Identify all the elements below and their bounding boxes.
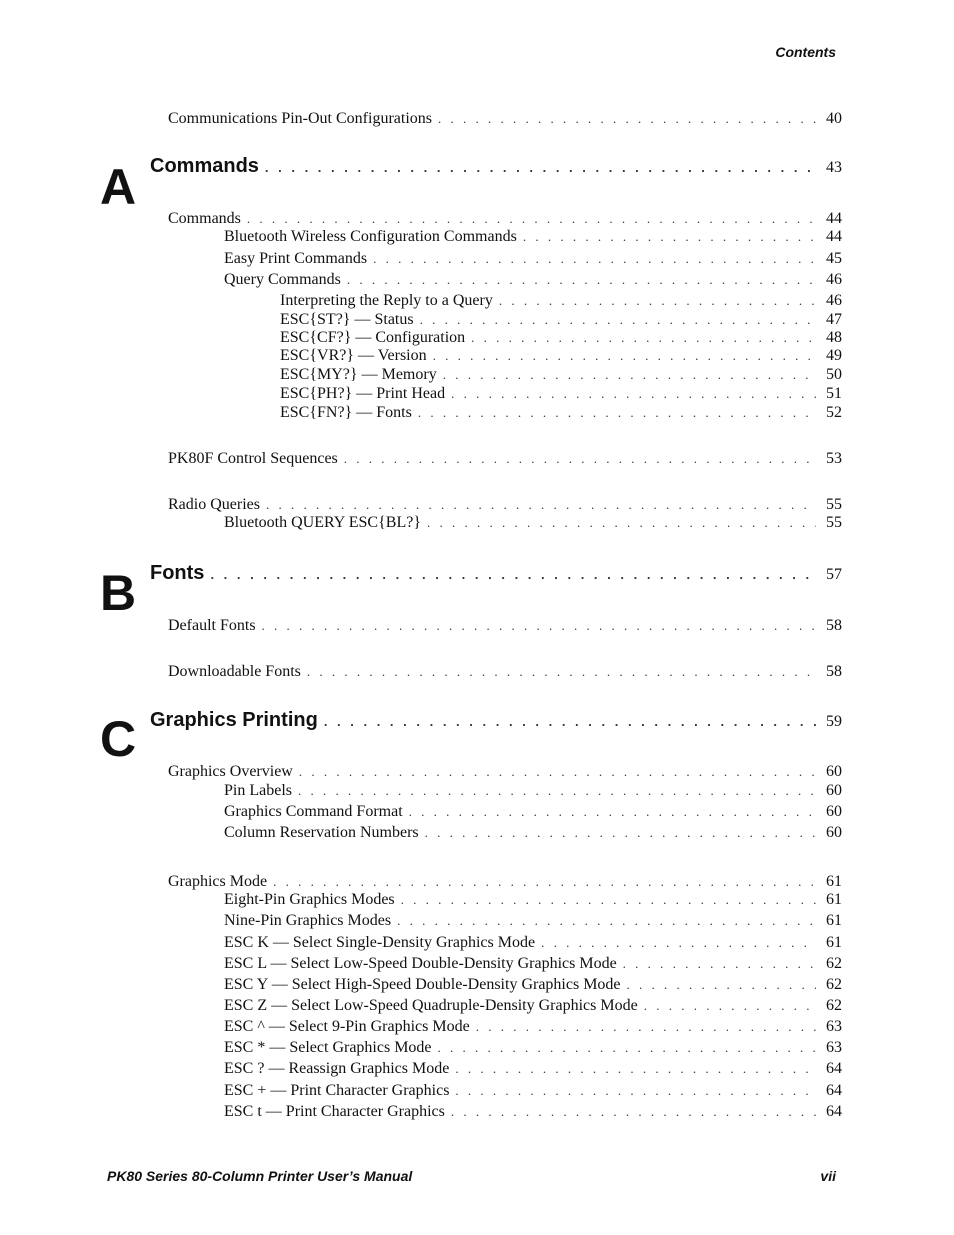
dot-leader [299, 764, 816, 780]
entry-page: 52 [826, 404, 842, 421]
dot-leader [373, 251, 816, 267]
dot-leader [644, 998, 816, 1014]
entry-title: Bluetooth Wireless Configuration Commands [224, 228, 517, 245]
chapter-page: 59 [826, 713, 842, 730]
entry-title: Radio Queries [168, 496, 260, 513]
dot-leader [476, 1019, 816, 1035]
toc-entry[interactable] [280, 366, 842, 386]
entry-title: ESC{VR?} — Version [280, 347, 427, 364]
entry-page: 46 [826, 292, 842, 309]
toc-entry[interactable] [224, 912, 842, 932]
entry-page: 51 [826, 385, 842, 402]
entry-title: Eight-Pin Graphics Modes [224, 891, 395, 908]
toc-entry[interactable] [224, 976, 842, 996]
dot-leader [455, 1083, 816, 1099]
entry-page: 58 [826, 663, 842, 680]
toc-entry[interactable] [168, 110, 842, 130]
entry-title: ESC{CF?} — Configuration [280, 329, 466, 346]
entry-page: 44 [826, 210, 842, 227]
toc-entry[interactable] [280, 311, 842, 331]
entry-title: Column Reservation Numbers [224, 824, 419, 841]
chapter-title: Fonts [150, 562, 205, 584]
running-header: Contents [775, 44, 836, 60]
dot-leader [307, 664, 816, 680]
toc-entry[interactable] [280, 385, 842, 405]
entry-title: Graphics Mode [168, 873, 268, 890]
chapter-letter: A [100, 159, 137, 215]
toc-entry[interactable] [224, 1060, 842, 1080]
toc-entry[interactable] [224, 1039, 842, 1059]
entry-page: 63 [826, 1018, 842, 1035]
entry-page: 46 [826, 271, 842, 288]
entry-page: 64 [826, 1060, 842, 1077]
entry-page: 64 [826, 1103, 842, 1120]
entry-title: Graphics Command Format [224, 803, 403, 820]
toc-entry[interactable] [224, 934, 842, 954]
toc-entry[interactable] [224, 228, 842, 248]
entry-title: ESC{FN?} — Fonts [280, 404, 412, 421]
footer-page-number: vii [820, 1168, 836, 1184]
toc-entry[interactable] [280, 329, 842, 349]
chapter-heading[interactable] [150, 562, 842, 588]
entry-title: ESC{ST?} — Status [280, 311, 414, 328]
toc-entry[interactable] [224, 824, 842, 844]
entry-title: ESC K — Select Single-Density Graphics Mode [224, 934, 536, 951]
dot-leader [409, 804, 816, 820]
footer-title: PK80 Series 80-Column Printer User’s Manual [107, 1168, 413, 1184]
dot-leader [298, 783, 816, 799]
entry-page: 40 [826, 110, 842, 127]
chapter-letter: C [100, 711, 137, 767]
toc-entry[interactable] [168, 210, 842, 230]
dot-leader [425, 825, 816, 841]
entry-title: ESC Z — Select Low-Speed Quadruple-Density Graphics Mode [224, 997, 638, 1014]
toc-entry[interactable] [224, 271, 842, 291]
dot-leader [541, 935, 816, 951]
dot-leader [210, 567, 816, 582]
entry-page: 60 [826, 803, 842, 820]
dot-leader [627, 977, 816, 993]
entry-page: 49 [826, 347, 842, 364]
entry-title: ESC t — Print Character Graphics [224, 1103, 445, 1120]
chapter-letter: B [100, 565, 137, 621]
dot-leader [418, 405, 816, 421]
dot-leader [397, 913, 816, 929]
toc-entry[interactable] [224, 514, 842, 534]
dot-leader [266, 497, 816, 513]
entry-title: Communications Pin-Out Configurations [168, 110, 432, 127]
entry-title: Easy Print Commands [224, 250, 368, 267]
toc-entry[interactable] [224, 1103, 842, 1123]
entry-title: Default Fonts [168, 617, 256, 634]
entry-page: 62 [826, 976, 842, 993]
entry-title: ESC ^ — Select 9-Pin Graphics Mode [224, 1018, 470, 1035]
dot-leader [347, 272, 816, 288]
entry-page: 55 [826, 496, 842, 513]
toc-entry[interactable] [168, 450, 842, 470]
entry-title: ESC * — Select Graphics Mode [224, 1039, 432, 1056]
entry-page: 61 [826, 873, 842, 890]
dot-leader [427, 515, 816, 531]
entry-title: Downloadable Fonts [168, 663, 301, 680]
entry-page: 55 [826, 514, 842, 531]
toc-entry[interactable] [224, 1018, 842, 1038]
dot-leader [433, 348, 816, 364]
toc-entry[interactable] [224, 782, 842, 802]
dot-leader [455, 1061, 816, 1077]
dot-leader [499, 293, 816, 309]
dot-leader [451, 386, 816, 402]
dot-leader [420, 312, 816, 328]
toc-entry[interactable] [224, 250, 842, 270]
toc-entry[interactable] [224, 803, 842, 823]
dot-leader [324, 714, 816, 729]
entry-page: 45 [826, 250, 842, 267]
dot-leader [273, 874, 816, 890]
entry-page: 61 [826, 934, 842, 951]
dot-leader [262, 618, 816, 634]
dot-leader [344, 451, 816, 467]
entry-page: 60 [826, 763, 842, 780]
entry-page: 53 [826, 450, 842, 467]
entry-title: Graphics Overview [168, 763, 293, 780]
dot-leader [451, 1104, 816, 1120]
chapter-heading[interactable] [150, 709, 842, 735]
dot-leader [471, 330, 816, 346]
chapter-title: Commands [150, 155, 259, 177]
entry-page: 58 [826, 617, 842, 634]
entry-title: Pin Labels [224, 782, 292, 799]
chapter-page: 57 [826, 566, 842, 583]
toc-entry[interactable] [168, 763, 842, 783]
entry-title: Commands [168, 210, 241, 227]
dot-leader [247, 211, 816, 227]
entry-page: 62 [826, 997, 842, 1014]
chapter-title: Graphics Printing [150, 709, 318, 731]
toc-entry[interactable] [224, 891, 842, 911]
dot-leader [623, 956, 816, 972]
toc-entry[interactable] [224, 997, 842, 1017]
toc-entry[interactable] [280, 292, 842, 312]
entry-page: 44 [826, 228, 842, 245]
chapter-heading[interactable] [150, 155, 842, 181]
dot-leader [443, 367, 816, 383]
entry-title: Interpreting the Reply to a Query [280, 292, 493, 309]
entry-page: 60 [826, 824, 842, 841]
entry-title: Nine-Pin Graphics Modes [224, 912, 392, 929]
entry-title: PK80F Control Sequences [168, 450, 338, 467]
toc-entry[interactable] [168, 617, 842, 637]
entry-title: Query Commands [224, 271, 341, 288]
entry-page: 60 [826, 782, 842, 799]
toc-entry[interactable] [168, 873, 842, 893]
toc-entry[interactable] [280, 404, 842, 424]
entry-page: 47 [826, 311, 842, 328]
entry-title: Bluetooth QUERY ESC{BL?} [224, 514, 421, 531]
entry-page: 61 [826, 912, 842, 929]
entry-title: ESC + — Print Character Graphics [224, 1082, 450, 1099]
toc-entry[interactable] [168, 663, 842, 683]
dot-leader [438, 111, 816, 127]
entry-page: 50 [826, 366, 842, 383]
entry-title: ESC{PH?} — Print Head [280, 385, 446, 402]
dot-leader [523, 229, 816, 245]
entry-page: 63 [826, 1039, 842, 1056]
toc-entry[interactable] [280, 347, 842, 367]
entry-title: ESC{MY?} — Memory [280, 366, 437, 383]
entry-page: 61 [826, 891, 842, 908]
entry-title: ESC ? — Reassign Graphics Mode [224, 1060, 450, 1077]
toc-entry[interactable] [224, 1082, 842, 1102]
toc-entry[interactable] [224, 955, 842, 975]
dot-leader [265, 160, 816, 175]
entry-page: 48 [826, 329, 842, 346]
entry-title: ESC L — Select Low-Speed Double-Density Graphics Mode [224, 955, 617, 972]
dot-leader [438, 1040, 816, 1056]
toc-entry[interactable] [168, 496, 842, 516]
dot-leader [401, 892, 816, 908]
chapter-page: 43 [826, 159, 842, 176]
entry-page: 64 [826, 1082, 842, 1099]
entry-title: ESC Y — Select High-Speed Double-Density Graphics Mode [224, 976, 621, 993]
entry-page: 62 [826, 955, 842, 972]
